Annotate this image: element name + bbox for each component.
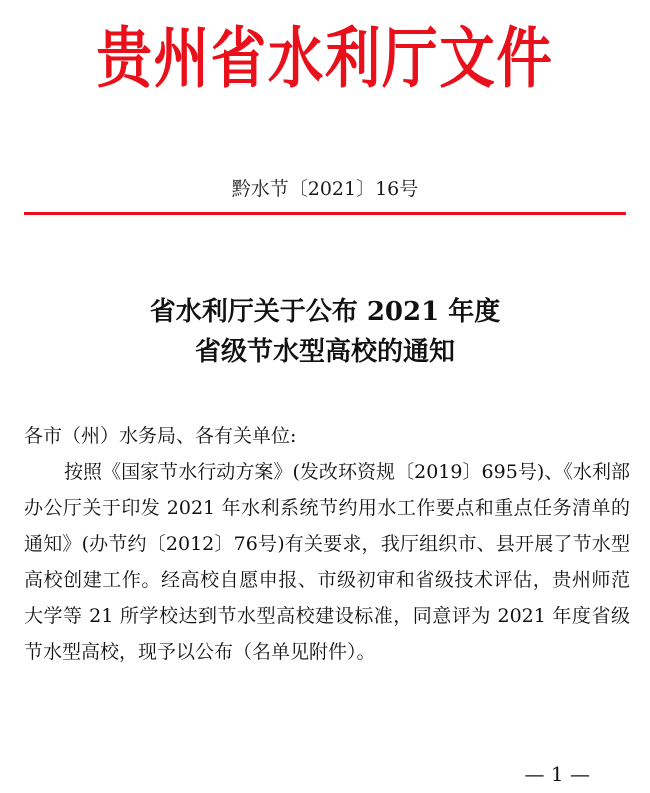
salutation: 各市（州）水务局、各有关单位: — [24, 425, 297, 447]
document-number: 黔水节〔2021〕16号 — [231, 178, 419, 200]
red-divider-line — [24, 212, 626, 215]
page-number: — 1 — — [524, 762, 590, 786]
notice-title — [0, 292, 650, 372]
document-header-title: 贵州省水利厅文件 — [96, 19, 554, 97]
body-paragraph: 按照《国家节水行动方案》(发改环资规〔2019〕695号)、《水利部办公厅关于印发 2021 年水利系统节约用水工作要点和重点任务清单的通知》(办节约〔2012〕76号)有关要求，我厅组织市、县开展了节水型高校创建工作。经高校自愿申报、市级初审和省级技术评估，贵州师范大学等 21 所学校达到节水型高校建设标准，同意评为 2021 年度省级节水型高校，现予以公布（名单见附件）。 — [24, 461, 630, 663]
notice-title-line-1: 省水利厅关于公布 2021 年度 — [149, 297, 501, 327]
notice-body — [24, 418, 630, 670]
notice-title-line-2: 省级节水型高校的通知 — [194, 337, 455, 367]
